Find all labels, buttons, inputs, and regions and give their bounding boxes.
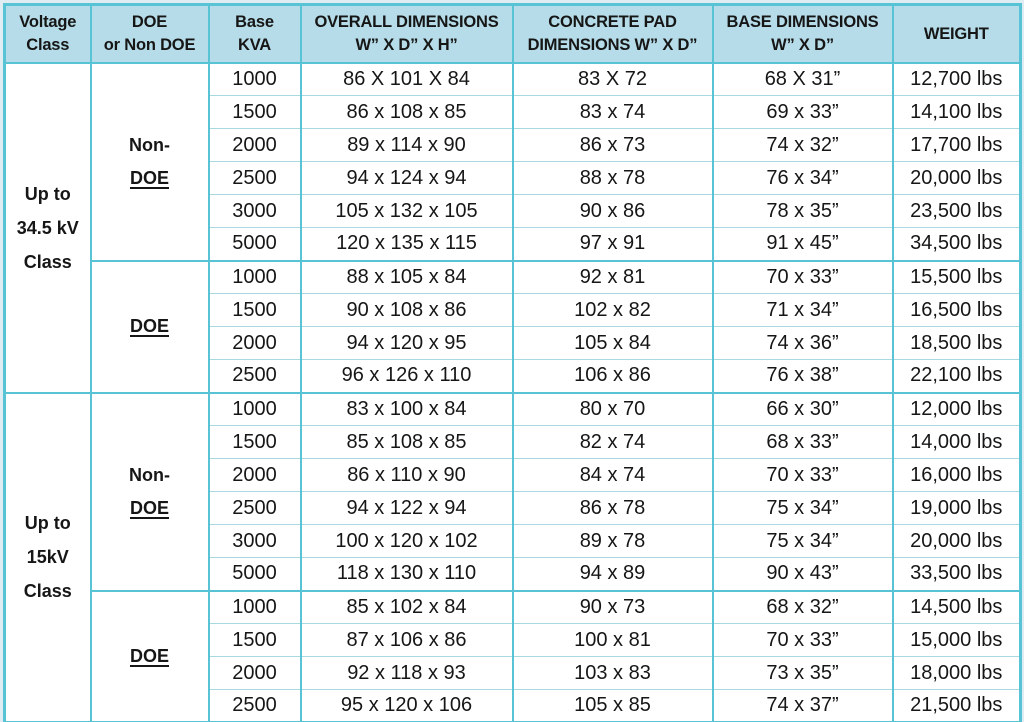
column-header-doe	[91, 5, 209, 63]
concrete-pad-cell: 89 x 78	[513, 525, 713, 558]
weight-cell: 15,500 lbs	[893, 261, 1021, 294]
weight-cell: 17,700 lbs	[893, 129, 1021, 162]
base-dimensions-cell: 70 x 33”	[713, 624, 893, 657]
kva-cell: 2500	[209, 492, 301, 525]
concrete-pad-cell: 92 x 81	[513, 261, 713, 294]
concrete-pad-cell: 103 x 83	[513, 657, 713, 690]
overall-dimensions-cell: 86 X 101 X 84	[301, 63, 513, 96]
voltage-class-line: Class	[23, 581, 72, 602]
header-line: Voltage	[19, 13, 77, 32]
overall-dimensions-cell: 94 x 124 x 94	[301, 162, 513, 195]
header-line: DIMENSIONS W” X D”	[527, 35, 698, 54]
weight-cell: 14,500 lbs	[893, 591, 1021, 624]
weight-cell: 15,000 lbs	[893, 624, 1021, 657]
overall-dimensions-cell: 92 x 118 x 93	[301, 657, 513, 690]
concrete-pad-cell: 97 x 91	[513, 228, 713, 261]
concrete-pad-cell: 105 x 85	[513, 690, 713, 722]
voltage-class-line: Class	[23, 251, 72, 272]
overall-dimensions-cell: 120 x 135 x 115	[301, 228, 513, 261]
kva-cell: 1000	[209, 261, 301, 294]
overall-dimensions-cell: 95 x 120 x 106	[301, 690, 513, 722]
table-row	[5, 393, 1021, 426]
concrete-pad-cell: 90 x 73	[513, 591, 713, 624]
header-line: OVERALL DIMENSIONS	[314, 13, 499, 32]
kva-cell: 5000	[209, 228, 301, 261]
base-dimensions-cell: 91 x 45”	[713, 228, 893, 261]
overall-dimensions-cell: 94 x 122 x 94	[301, 492, 513, 525]
weight-cell: 18,500 lbs	[893, 327, 1021, 360]
weight-cell: 14,100 lbs	[893, 96, 1021, 129]
base-dimensions-cell: 68 x 32”	[713, 591, 893, 624]
kva-cell: 1500	[209, 294, 301, 327]
base-dimensions-cell: 74 x 37”	[713, 690, 893, 722]
base-dimensions-cell: 70 x 33”	[713, 261, 893, 294]
concrete-pad-cell: 82 x 74	[513, 426, 713, 459]
concrete-pad-cell: 106 x 86	[513, 360, 713, 393]
overall-dimensions-cell: 86 x 110 x 90	[301, 459, 513, 492]
base-dimensions-cell: 69 x 33”	[713, 96, 893, 129]
overall-dimensions-cell: 105 x 132 x 105	[301, 195, 513, 228]
weight-cell: 20,000 lbs	[893, 525, 1021, 558]
weight-cell: 16,000 lbs	[893, 459, 1021, 492]
concrete-pad-cell: 105 x 84	[513, 327, 713, 360]
overall-dimensions-cell: 83 x 100 x 84	[301, 393, 513, 426]
base-dimensions-cell: 71 x 34”	[713, 294, 893, 327]
transformer-dimensions-table	[3, 3, 1022, 722]
concrete-pad-cell: 94 x 89	[513, 558, 713, 591]
kva-cell: 1000	[209, 393, 301, 426]
doe-group-label: Non-	[129, 134, 170, 155]
concrete-pad-cell: 86 x 73	[513, 129, 713, 162]
base-dimensions-cell: 76 x 38”	[713, 360, 893, 393]
base-dimensions-cell: 68 X 31”	[713, 63, 893, 96]
kva-cell: 2500	[209, 360, 301, 393]
table-row	[5, 261, 1021, 294]
doe-group-cell	[91, 63, 209, 261]
header-line: BASE DIMENSIONS	[726, 13, 879, 32]
column-header-base-kva	[209, 5, 301, 63]
weight-cell: 12,700 lbs	[893, 63, 1021, 96]
kva-cell: 2000	[209, 327, 301, 360]
base-dimensions-cell: 76 x 34”	[713, 162, 893, 195]
kva-cell: 1000	[209, 591, 301, 624]
table-row	[5, 591, 1021, 624]
header-line: W” X D” X H”	[355, 35, 458, 54]
base-dimensions-cell: 75 x 34”	[713, 525, 893, 558]
overall-dimensions-cell: 87 x 106 x 86	[301, 624, 513, 657]
concrete-pad-cell: 84 x 74	[513, 459, 713, 492]
column-header-base-dimensions	[713, 5, 893, 63]
kva-cell: 3000	[209, 195, 301, 228]
voltage-class-cell	[5, 63, 91, 393]
concrete-pad-cell: 88 x 78	[513, 162, 713, 195]
weight-cell: 20,000 lbs	[893, 162, 1021, 195]
header-line: or Non DOE	[103, 35, 196, 54]
concrete-pad-cell: 83 X 72	[513, 63, 713, 96]
doe-group-label: DOE	[129, 497, 169, 518]
doe-group-label: DOE	[129, 645, 169, 666]
weight-cell: 18,000 lbs	[893, 657, 1021, 690]
kva-cell: 1000	[209, 63, 301, 96]
weight-cell: 21,500 lbs	[893, 690, 1021, 722]
base-dimensions-cell: 78 x 35”	[713, 195, 893, 228]
header-line: W” X D”	[771, 35, 834, 54]
concrete-pad-cell: 83 x 74	[513, 96, 713, 129]
base-dimensions-cell: 73 x 35”	[713, 657, 893, 690]
voltage-class-line: 15kV	[26, 547, 69, 568]
weight-cell: 14,000 lbs	[893, 426, 1021, 459]
voltage-class-line: Up to	[24, 513, 71, 534]
table-body	[5, 63, 1021, 722]
base-dimensions-cell: 66 x 30”	[713, 393, 893, 426]
overall-dimensions-cell: 85 x 108 x 85	[301, 426, 513, 459]
voltage-class-cell	[5, 393, 91, 722]
base-dimensions-cell: 70 x 33”	[713, 459, 893, 492]
weight-cell: 16,500 lbs	[893, 294, 1021, 327]
overall-dimensions-cell: 90 x 108 x 86	[301, 294, 513, 327]
concrete-pad-cell: 90 x 86	[513, 195, 713, 228]
kva-cell: 1500	[209, 426, 301, 459]
doe-group-label: Non-	[129, 464, 170, 485]
doe-group-label: DOE	[129, 316, 169, 336]
header-row	[5, 5, 1021, 63]
kva-cell: 2500	[209, 162, 301, 195]
concrete-pad-cell: 100 x 81	[513, 624, 713, 657]
kva-cell: 2000	[209, 459, 301, 492]
doe-group-cell	[91, 261, 209, 393]
doe-group-cell	[91, 393, 209, 591]
doe-group-cell	[91, 591, 209, 722]
doe-group-label: DOE	[129, 167, 169, 188]
base-dimensions-cell: 74 x 32”	[713, 129, 893, 162]
overall-dimensions-cell: 94 x 120 x 95	[301, 327, 513, 360]
weight-cell: 33,500 lbs	[893, 558, 1021, 591]
overall-dimensions-cell: 96 x 126 x 110	[301, 360, 513, 393]
weight-cell: 34,500 lbs	[893, 228, 1021, 261]
concrete-pad-cell: 102 x 82	[513, 294, 713, 327]
kva-cell: 3000	[209, 525, 301, 558]
kva-cell: 2000	[209, 129, 301, 162]
kva-cell: 1500	[209, 96, 301, 129]
voltage-class-line: 34.5 kV	[16, 217, 79, 238]
base-dimensions-cell: 90 x 43”	[713, 558, 893, 591]
header-line: Base	[235, 13, 274, 32]
overall-dimensions-cell: 100 x 120 x 102	[301, 525, 513, 558]
column-header-voltage-class	[5, 5, 91, 63]
base-dimensions-cell: 68 x 33”	[713, 426, 893, 459]
base-dimensions-cell: 75 x 34”	[713, 492, 893, 525]
weight-cell: 12,000 lbs	[893, 393, 1021, 426]
kva-cell: 5000	[209, 558, 301, 591]
voltage-class-line: Up to	[24, 183, 71, 204]
base-dimensions-cell: 74 x 36”	[713, 327, 893, 360]
overall-dimensions-cell: 85 x 102 x 84	[301, 591, 513, 624]
weight-cell: 22,100 lbs	[893, 360, 1021, 393]
header-line: DOE	[131, 13, 168, 32]
column-header-weight	[893, 5, 1021, 63]
weight-cell: 23,500 lbs	[893, 195, 1021, 228]
column-header-concrete-pad	[513, 5, 713, 63]
overall-dimensions-cell: 118 x 130 x 110	[301, 558, 513, 591]
column-header-overall-dimensions	[301, 5, 513, 63]
concrete-pad-cell: 86 x 78	[513, 492, 713, 525]
header-line: Class	[26, 35, 70, 54]
header-line: CONCRETE PAD	[548, 13, 677, 32]
overall-dimensions-cell: 89 x 114 x 90	[301, 129, 513, 162]
kva-cell: 1500	[209, 624, 301, 657]
header-line: KVA	[237, 35, 271, 54]
overall-dimensions-cell: 88 x 105 x 84	[301, 261, 513, 294]
overall-dimensions-cell: 86 x 108 x 85	[301, 96, 513, 129]
header-line: WEIGHT	[923, 24, 989, 43]
kva-cell: 2500	[209, 690, 301, 722]
concrete-pad-cell: 80 x 70	[513, 393, 713, 426]
table-row	[5, 63, 1021, 96]
weight-cell: 19,000 lbs	[893, 492, 1021, 525]
kva-cell: 2000	[209, 657, 301, 690]
